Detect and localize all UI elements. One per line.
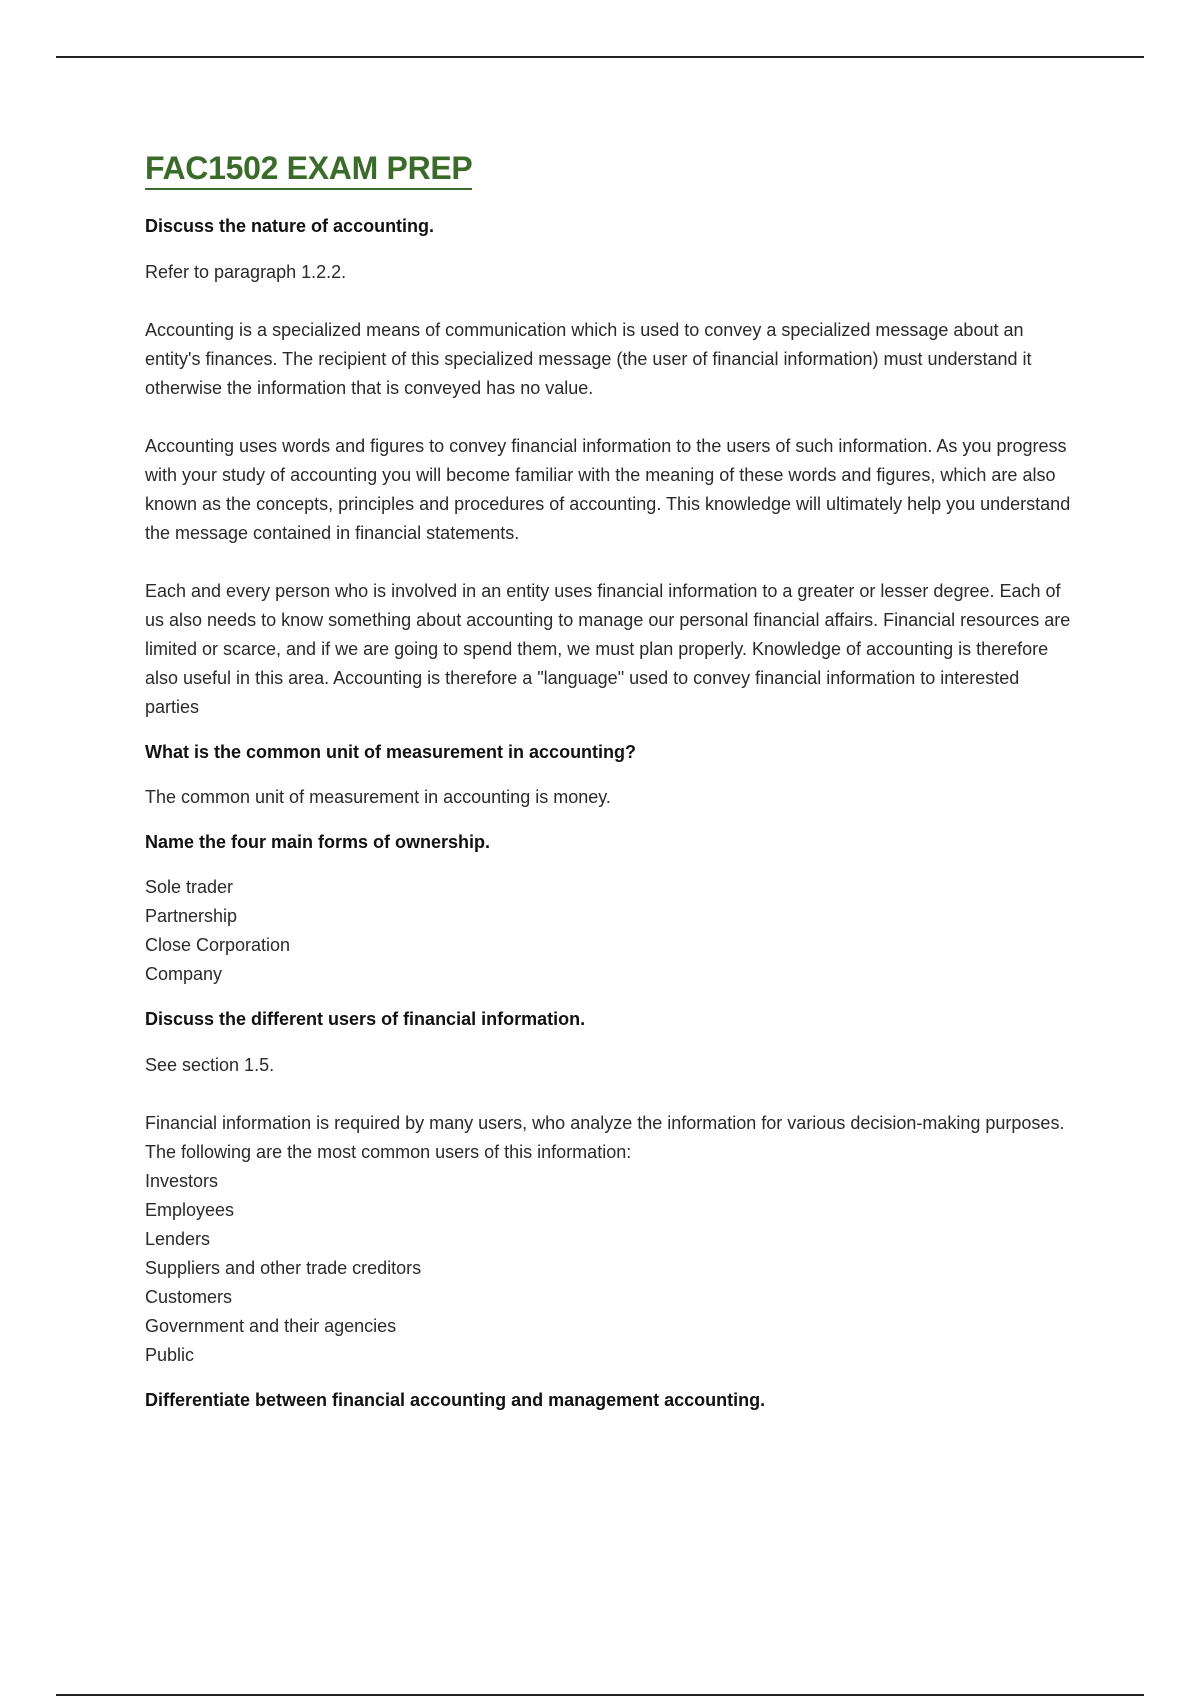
- ownership-list: [145, 873, 1075, 989]
- list-item: Close Corporation: [145, 935, 291, 955]
- list-item: Lenders: [145, 1229, 211, 1249]
- answer-measurement: The common unit of measurement in accounting is money.: [145, 787, 611, 807]
- question-nature: Discuss the nature of accounting.: [145, 216, 435, 236]
- list-item: Government and their agencies: [145, 1316, 397, 1336]
- header-rule: [56, 56, 1144, 58]
- list-item: Employees: [145, 1200, 235, 1220]
- users-list: [145, 1167, 1075, 1370]
- list-item: Company: [145, 964, 223, 984]
- question-differentiate: Differentiate between financial accounting and management accounting.: [145, 1390, 766, 1410]
- reference-nature: Refer to paragraph 1.2.2.: [145, 262, 347, 282]
- paragraph-nature-3: Each and every person who is involved in an entity uses financial information to a greater or lesser degree. Each of us also needs to know something about accounting to manage our personal financial affairs. Financial resources are limited or scarce, and if we are going to spend them, we must plan properly. Knowledge of accounting is therefore also useful in this area. Accounting is therefore a "language" used to convey financial information to interested parties: [145, 581, 1071, 717]
- question-users: Discuss the different users of financial information.: [145, 1009, 586, 1029]
- paragraph-nature-2: Accounting uses words and figures to convey financial information to the users of such information. As you progress with your study of accounting you will become familiar with the meaning of these words and figures, which are also known as the concepts, principles and procedures of accounting. This knowledge will ultimately help you understand the message contained in financial statements.: [145, 436, 1071, 543]
- question-measurement: What is the common unit of measurement in accounting?: [145, 742, 637, 762]
- document-body: [145, 148, 1075, 1415]
- list-item: Public: [145, 1345, 195, 1365]
- list-item: Sole trader: [145, 877, 234, 897]
- paragraph-users-intro: Financial information is required by many users, who analyze the information for various decision-making purposes. The following are the most common users of this information:: [145, 1113, 1065, 1162]
- page-title: FAC1502 EXAM PREP: [145, 148, 472, 190]
- list-item: Customers: [145, 1287, 233, 1307]
- footer-rule: [56, 1694, 1144, 1696]
- reference-users: See section 1.5.: [145, 1055, 275, 1075]
- paragraph-nature-1: Accounting is a specialized means of communication which is used to convey a specialized message about an entity's finances. The recipient of this specialized message (the user of financial information) must understand it otherwise the information that is conveyed has no value.: [145, 320, 1032, 398]
- question-ownership: Name the four main forms of ownership.: [145, 832, 491, 852]
- list-item: Suppliers and other trade creditors: [145, 1258, 422, 1278]
- list-item: Investors: [145, 1171, 219, 1191]
- list-item: Partnership: [145, 906, 238, 926]
